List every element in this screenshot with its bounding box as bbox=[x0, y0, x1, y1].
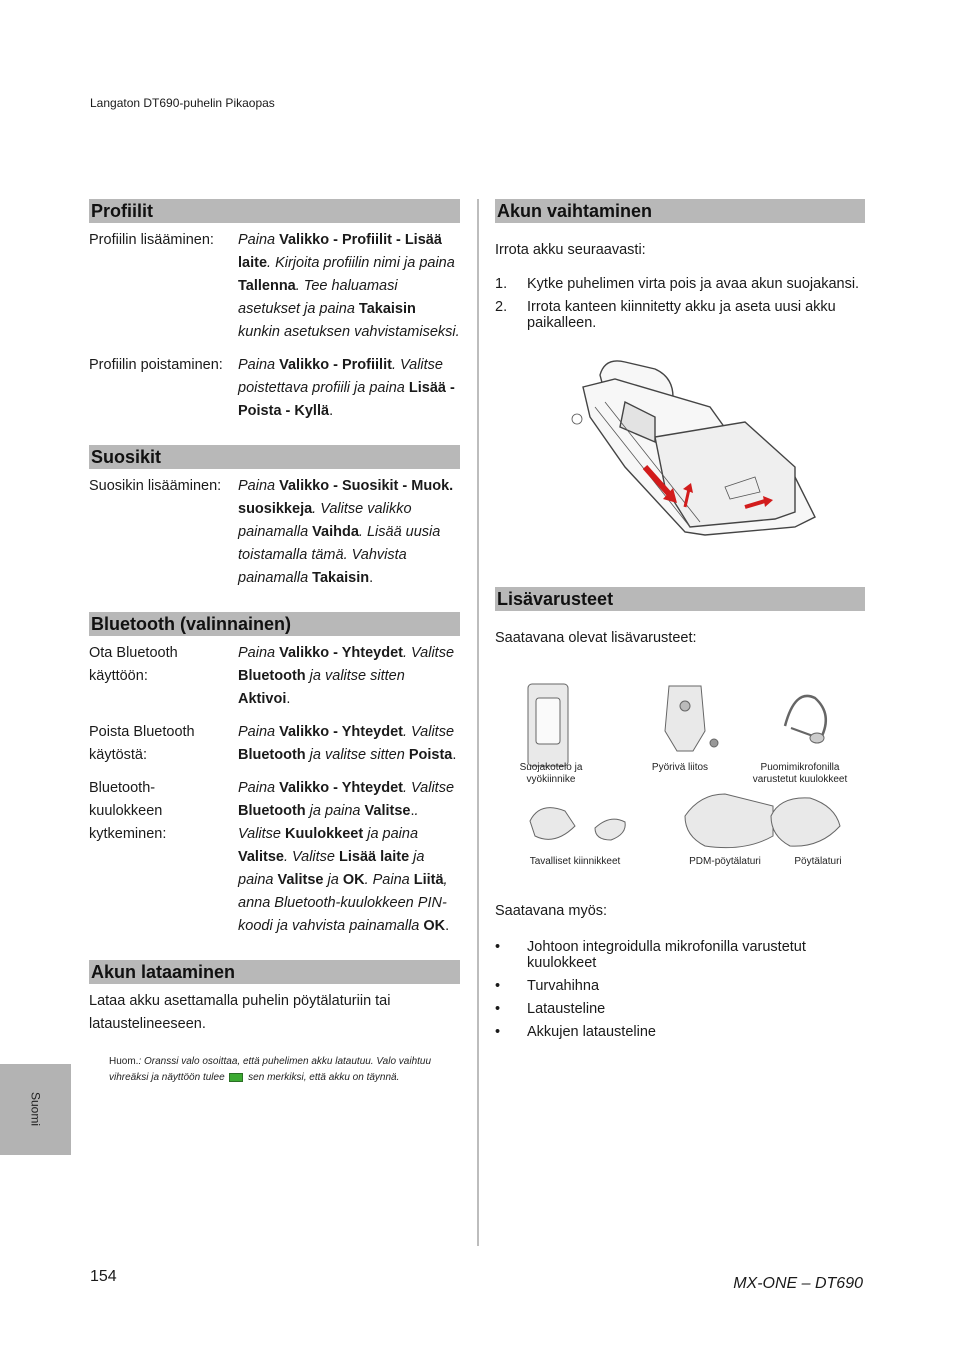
accessories-grid bbox=[495, 676, 865, 886]
row-label: Profiilin poistaminen: bbox=[89, 357, 223, 373]
bluetooth-headset-row bbox=[89, 777, 460, 938]
row-text: Paina Valikko - Profiilit - Lisää laite. Kirjoita profiilin nimi ja paina Tallenna. Tee haluamasi asetukset ja paina Takaisin kunkin asetuksen vahvistamiseksi. bbox=[238, 232, 460, 340]
section-title-lataaminen: Akun lataaminen bbox=[89, 960, 460, 984]
row-label: Profiilin lisääminen: bbox=[89, 232, 214, 248]
accessory-label-clips: Tavalliset kiinnikkeet bbox=[529, 856, 621, 867]
charging-text: Lataa akku asettamalla puhelin pöytälaturiin tai lataustelineeseen. bbox=[89, 993, 391, 1032]
row-label: Suosikin lisääminen: bbox=[89, 478, 222, 494]
accessory-label-holster: Suojakotelo ja vyökiinnike bbox=[519, 762, 583, 785]
row-text: Paina Valikko - Suosikit - Muok. suosikkeja. Valitse valikko painamalla Vaihda. Lisää uusia toistamalla tämä. Vahvista painamalla Takaisin. bbox=[238, 478, 454, 586]
accessory-label-pdm-charger: PDM-pöytälaturi bbox=[689, 856, 761, 867]
right-column bbox=[495, 199, 865, 1047]
section-title-profiilit: Profiilit bbox=[89, 199, 460, 223]
favorite-add-row bbox=[89, 475, 460, 590]
accessory-label-desktop-charger: Pöytälaturi bbox=[794, 856, 842, 867]
row-text: Paina Valikko - Profiilit. Valitse poistettava profiili ja paina Lisää - Poista - Kyllä. bbox=[238, 357, 455, 419]
also-available-list bbox=[495, 939, 865, 1040]
accessory-label-swivel: Pyörivä liitos bbox=[651, 762, 709, 773]
left-column bbox=[89, 199, 460, 1086]
battery-full-icon bbox=[229, 1073, 243, 1082]
section-title-bluetooth: Bluetooth (valinnainen) bbox=[89, 612, 460, 636]
also-available-intro: Saatavana myös: bbox=[495, 903, 608, 919]
row-text: Paina Valikko - Yhteydet. Valitse Bluetooth ja valitse sitten Aktivoi. bbox=[238, 645, 455, 707]
running-header: Langaton DT690-puhelin Pikaopas bbox=[90, 96, 275, 110]
row-text: Paina Valikko - Yhteydet. Valitse Bluetooth ja valitse sitten Poista. bbox=[238, 724, 457, 763]
row-text: Paina Valikko - Yhteydet. Valitse Bluetooth ja paina Valitse.. Valitse Kuulokkeet ja paina Valitse. Valitse Lisää laite ja paina Valitse ja OK. Paina Liitä, anna Bluetooth-kuulokkeen PIN-koodi ja vahvista painamalla OK. bbox=[238, 780, 455, 934]
bluetooth-enable-row bbox=[89, 642, 460, 711]
column-divider bbox=[477, 199, 479, 1246]
list-item: • Akkujen latausteline bbox=[495, 1024, 656, 1040]
list-item: • Latausteline bbox=[495, 1001, 606, 1017]
list-item: 2. Irrota kanteen kiinnitetty akku ja aseta uusi akku paikalleen. bbox=[495, 299, 836, 331]
row-label: Poista Bluetooth käytöstä: bbox=[89, 724, 195, 763]
list-item: 1. Kytke puhelimen virta pois ja avaa akun suojakansi. bbox=[495, 276, 860, 292]
row-label: Bluetooth-kuulokkeen kytkeminen: bbox=[89, 780, 167, 842]
language-tab: Suomi bbox=[0, 1064, 71, 1155]
accessories-intro: Saatavana olevat lisävarusteet: bbox=[495, 630, 697, 646]
battery-replacement-illustration bbox=[495, 347, 865, 547]
list-item: • Johtoon integroidulla mikrofonilla varustetut kuulokkeet bbox=[495, 939, 806, 971]
battery-steps bbox=[495, 276, 865, 331]
bluetooth-disable-row bbox=[89, 721, 460, 767]
charging-note: Huom.: Oranssi valo osoittaa, että puhelimen akku latautuu. Valo vaihtuu vihreäksi ja näyttöön tulee sen merkiksi, että akku on täynnä. bbox=[109, 1056, 432, 1083]
section-title-vaihtaminen: Akun vaihtaminen bbox=[495, 199, 865, 223]
battery-intro: Irrota akku seuraavasti: bbox=[495, 242, 646, 258]
accessory-label-headset: Puomimikrofonilla varustetut kuulokkeet bbox=[752, 762, 848, 785]
list-item: • Turvahihna bbox=[495, 978, 600, 994]
profile-delete-row bbox=[89, 354, 460, 423]
row-label: Ota Bluetooth käyttöön: bbox=[89, 645, 178, 684]
section-title-suosikit: Suosikit bbox=[89, 445, 460, 469]
page-number: 154 bbox=[90, 1268, 117, 1285]
profile-add-row bbox=[89, 229, 460, 344]
section-title-lisavarusteet: Lisävarusteet bbox=[495, 587, 865, 611]
product-name: MX-ONE – DT690 bbox=[733, 1275, 863, 1292]
